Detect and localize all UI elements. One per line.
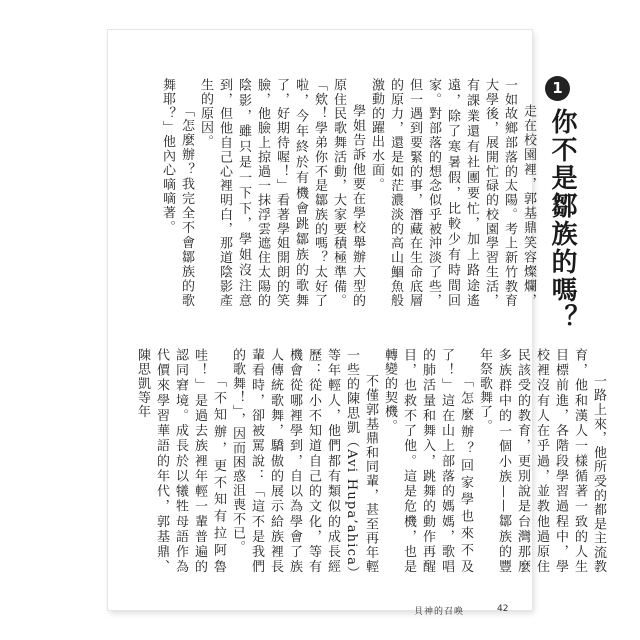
paragraph: 學姐告訴他要在學校舉辦大型的原住民歌舞活動，大家要積極準備。「欸！學弟你不是鄒族的嗎？太好了啦，今年終於有機會跳鄒族的歌舞了，好期待喔！」看著學姐開朗的笑臉，他臉上掠過一抹浮雲遮住太陽的陰影，雖只是一下下，學姐沒注意到，但他自己心裡明白，那道陰影產生的原因。 [198,78,365,308]
chapter-number-badge: 1 [545,76,570,101]
text-block-top [160,78,538,308]
text-block-bottom [135,348,608,574]
paragraph: 「不知辦，更不知有拉阿魯哇！」是過去族裡年輕一輩普遍的認同窘境。成長於以犧牲母語作為代價來學習華語的年代，郭基鼎、陳思凱等年 [135,348,226,574]
page-number: 42 [497,604,509,614]
paragraph: 「怎麼辦？我完全不會鄒族的歌舞耶？」他內心嘀嘀著。 [160,78,194,308]
book-page [108,30,606,610]
paragraph: 「怎麼辦？回家學也來不及了！」這在山上部落的媽媽，歌唱的肺活量和舞入，跳舞的動作再醒目，也救不了他。這是危機，也是轉變的契機。 [382,348,473,574]
chapter-title: 你不是鄒族的嗎？ [547,108,577,332]
running-footer-title: 貝神的召喚 [414,607,465,617]
paragraph: 走在校園裡，郭基鼎笑容燦爛，一如故鄉部落的太陽。考上新竹教育大學後，展開忙碌的校園學習生活，有課業還有社團要忙，加上路途遙遠，除了寒暑假，比較少有時間回家。對部落的想念似乎被沖淡了些，但一遇到要緊的事，潛藏在生命底層的原力，還是如茫濃淡的高山鯝魚般激動的躍出水面。 [369,78,536,308]
paragraph: 不僅郭基鼎和同輩，甚至再年輕一些的陳思凱（Avi Hupa’ahica）等年輕人，他們都有類似的成長經歷：從小不知道自己的文化，等有機會從哪裡學到，自以為學會了族人傳統歌舞，驕傲的展示給族裡長輩看時，卻被罵說：「這不是我們的歌舞！」，因而困惑沮喪不已。 [230,348,378,574]
paragraph: 一路上來，他所受的都是主流教育，他和漢人一樣循著一致的人生目標前進，各階段學習過程中，學校裡沒有人在乎過，並教他過原住民該受的教育，更別說是台灣那麼多族群中的一個小族——鄒族的豐年祭歌舞了。 [477,348,606,574]
